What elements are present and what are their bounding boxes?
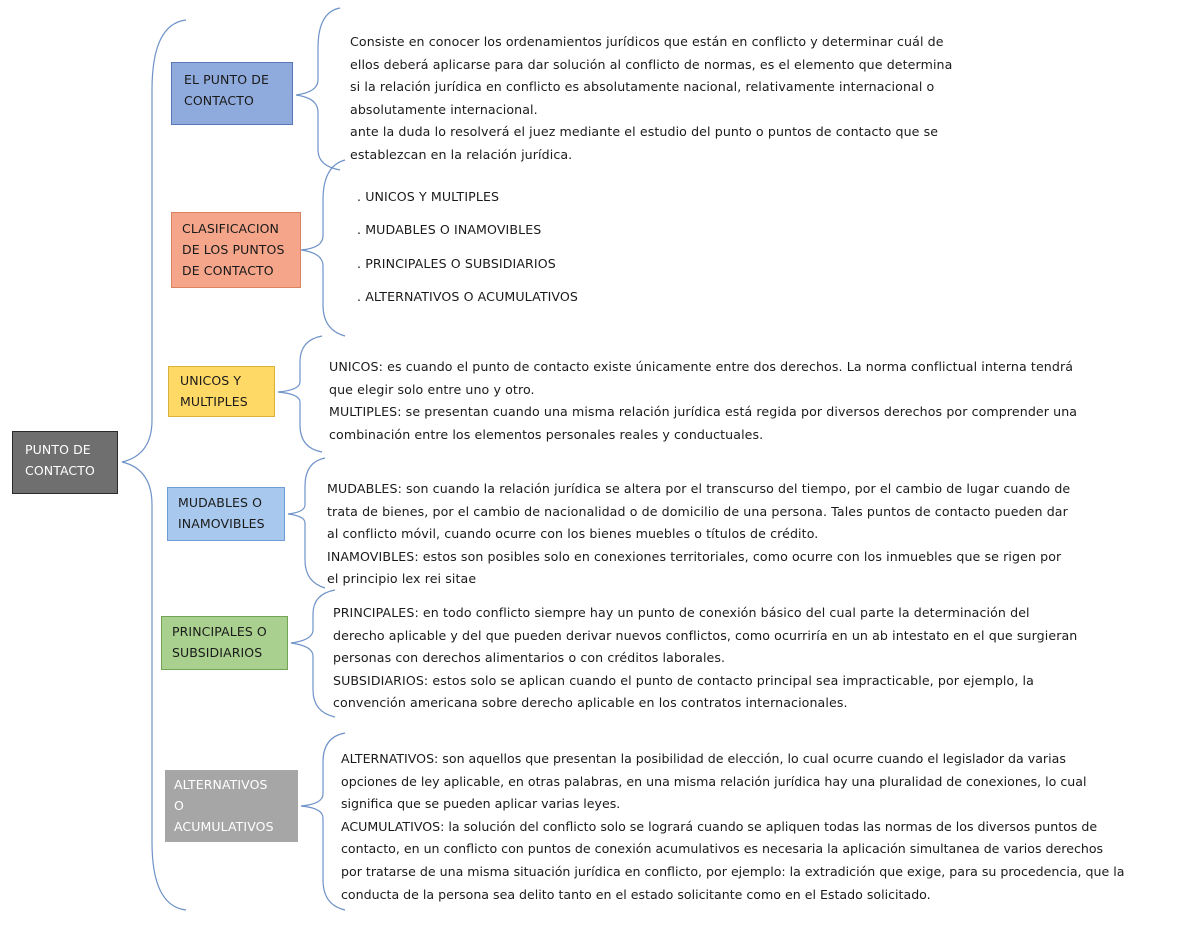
- node-punto-de-contacto: EL PUNTO DE CONTACTO: [171, 62, 293, 125]
- text-line: trata de bienes, por el cambio de nacionalidad o de domicilio de una persona. Tales puntos de contacto pueden dar: [327, 503, 1068, 519]
- text-line: contacto, en un conflicto con puntos de conexión acumulativos es necesaria la aplicación simultanea de varios derechos: [341, 841, 1104, 857]
- brace-definicion: [296, 8, 340, 170]
- brace-mudables: [288, 458, 325, 588]
- text-line: si la relación jurídica en conflicto es absolutamente nacional, relativamente internacional o: [350, 79, 935, 95]
- list-item: . PRINCIPALES O SUBSIDIARIOS: [357, 255, 556, 271]
- text-line: Consiste en conocer los ordenamientos jurídicos que están en conflicto y determinar cuál de: [350, 34, 944, 49]
- text-definicion: [350, 31, 952, 167]
- text-line: INAMOVIBLES: estos son posibles solo en conexiones territoriales, como ocurre con los inmuebles que se rigen por: [327, 548, 1062, 564]
- text-line: derecho aplicable y del que pueden derivar nuevos conflictos, como ocurriría en un ab intestato en el que surgieran: [333, 627, 1078, 643]
- node-alternativos-acumulativos: ALTERNATIVOS O ACUMULATIVOS: [165, 770, 298, 842]
- node-clasificacion: CLASIFICACION DE LOS PUNTOS DE CONTACTO: [171, 212, 301, 288]
- node-mudables-inamovibles: MUDABLES O INAMOVIBLES: [167, 487, 285, 541]
- text-line: SUBSIDIARIOS: estos solo se aplican cuando el punto de contacto principal sea impracticable, por ejemplo, la: [333, 672, 1034, 688]
- text-line: absolutamente internacional.: [350, 101, 538, 117]
- text-alternativos-acumulativos: [341, 748, 1124, 906]
- brace-clasificacion: [301, 160, 345, 336]
- text-line: establezcan en la relación jurídica.: [350, 146, 573, 162]
- brace-alternativos: [301, 733, 345, 910]
- text-line: MULTIPLES: se presentan cuando una misma relación jurídica está regida por diversos derechos por comprender una: [329, 404, 1078, 420]
- text-line: por tratarse de una misma situación jurídica en conflicto, por ejemplo: la extradición que exige, para su procedencia, que la: [341, 863, 1125, 879]
- text-line: que elegir solo entre uno y otro.: [329, 381, 535, 397]
- text-mudables-inamovibles: [327, 478, 1070, 591]
- brace-principales: [291, 590, 335, 717]
- list-item: . MUDABLES O INAMOVIBLES: [357, 222, 542, 238]
- text-unicos-multiples: [329, 356, 1077, 446]
- text-line: combinación entre los elementos personales reales y conductuales.: [329, 426, 764, 442]
- text-clasificacion: [357, 186, 578, 319]
- brace-unicos: [278, 336, 322, 452]
- text-line: ACUMULATIVOS: la solución del conflicto solo se logrará cuando se apliquen todas las normas de los diversos puntos de: [341, 818, 1098, 834]
- node-principales-subsidiarios: PRINCIPALES O SUBSIDIARIOS: [161, 616, 288, 670]
- text-line: convención americana sobre derecho aplicable en los contratos internacionales.: [333, 695, 848, 711]
- text-line: conducta de la persona sea delito tanto en el estado solicitante como en el Estado solicitado.: [341, 886, 931, 902]
- list-item: . UNICOS Y MULTIPLES: [357, 189, 500, 204]
- text-line: ALTERNATIVOS: son aquellos que presentan la posibilidad de elección, lo cual ocurre cuando el legislador da varias: [341, 751, 1066, 766]
- text-line: al conflicto móvil, cuando ocurre con los bienes muebles o títulos de crédito.: [327, 526, 819, 542]
- root-node: PUNTO DE CONTACTO: [12, 431, 118, 494]
- text-line: significa que se pueden aplicar varias leyes.: [341, 796, 621, 812]
- list-item: . ALTERNATIVOS O ACUMULATIVOS: [357, 288, 579, 304]
- text-line: opciones de ley aplicable, en otras palabras, en una misma relación jurídica hay una pluralidad de conexiones, lo cual: [341, 773, 1087, 789]
- text-line: personas con derechos alimentarios o con créditos laborales.: [333, 650, 726, 666]
- text-line: el principio lex rei sitae: [327, 571, 477, 587]
- text-line: ellos deberá aplicarse para dar solución al conflicto de normas, es el elemento que determina: [350, 56, 953, 72]
- node-unicos-multiples: UNICOS Y MULTIPLES: [168, 366, 275, 417]
- text-line: UNICOS: es cuando el punto de contacto existe únicamente entre dos derechos. La norma conflictual interna tendrá: [329, 359, 1074, 374]
- text-line: PRINCIPALES: en todo conflicto siempre hay un punto de conexión básico del cual parte la determinación del: [333, 605, 1030, 620]
- text-line: ante la duda lo resolverá el juez mediante el estudio del punto o puntos de contacto que se: [350, 124, 939, 140]
- text-line: MUDABLES: son cuando la relación jurídica se altera por el transcurso del tiempo, por el cambio de lugar cuando de: [327, 481, 1071, 496]
- text-principales-subsidiarios: [333, 602, 1077, 715]
